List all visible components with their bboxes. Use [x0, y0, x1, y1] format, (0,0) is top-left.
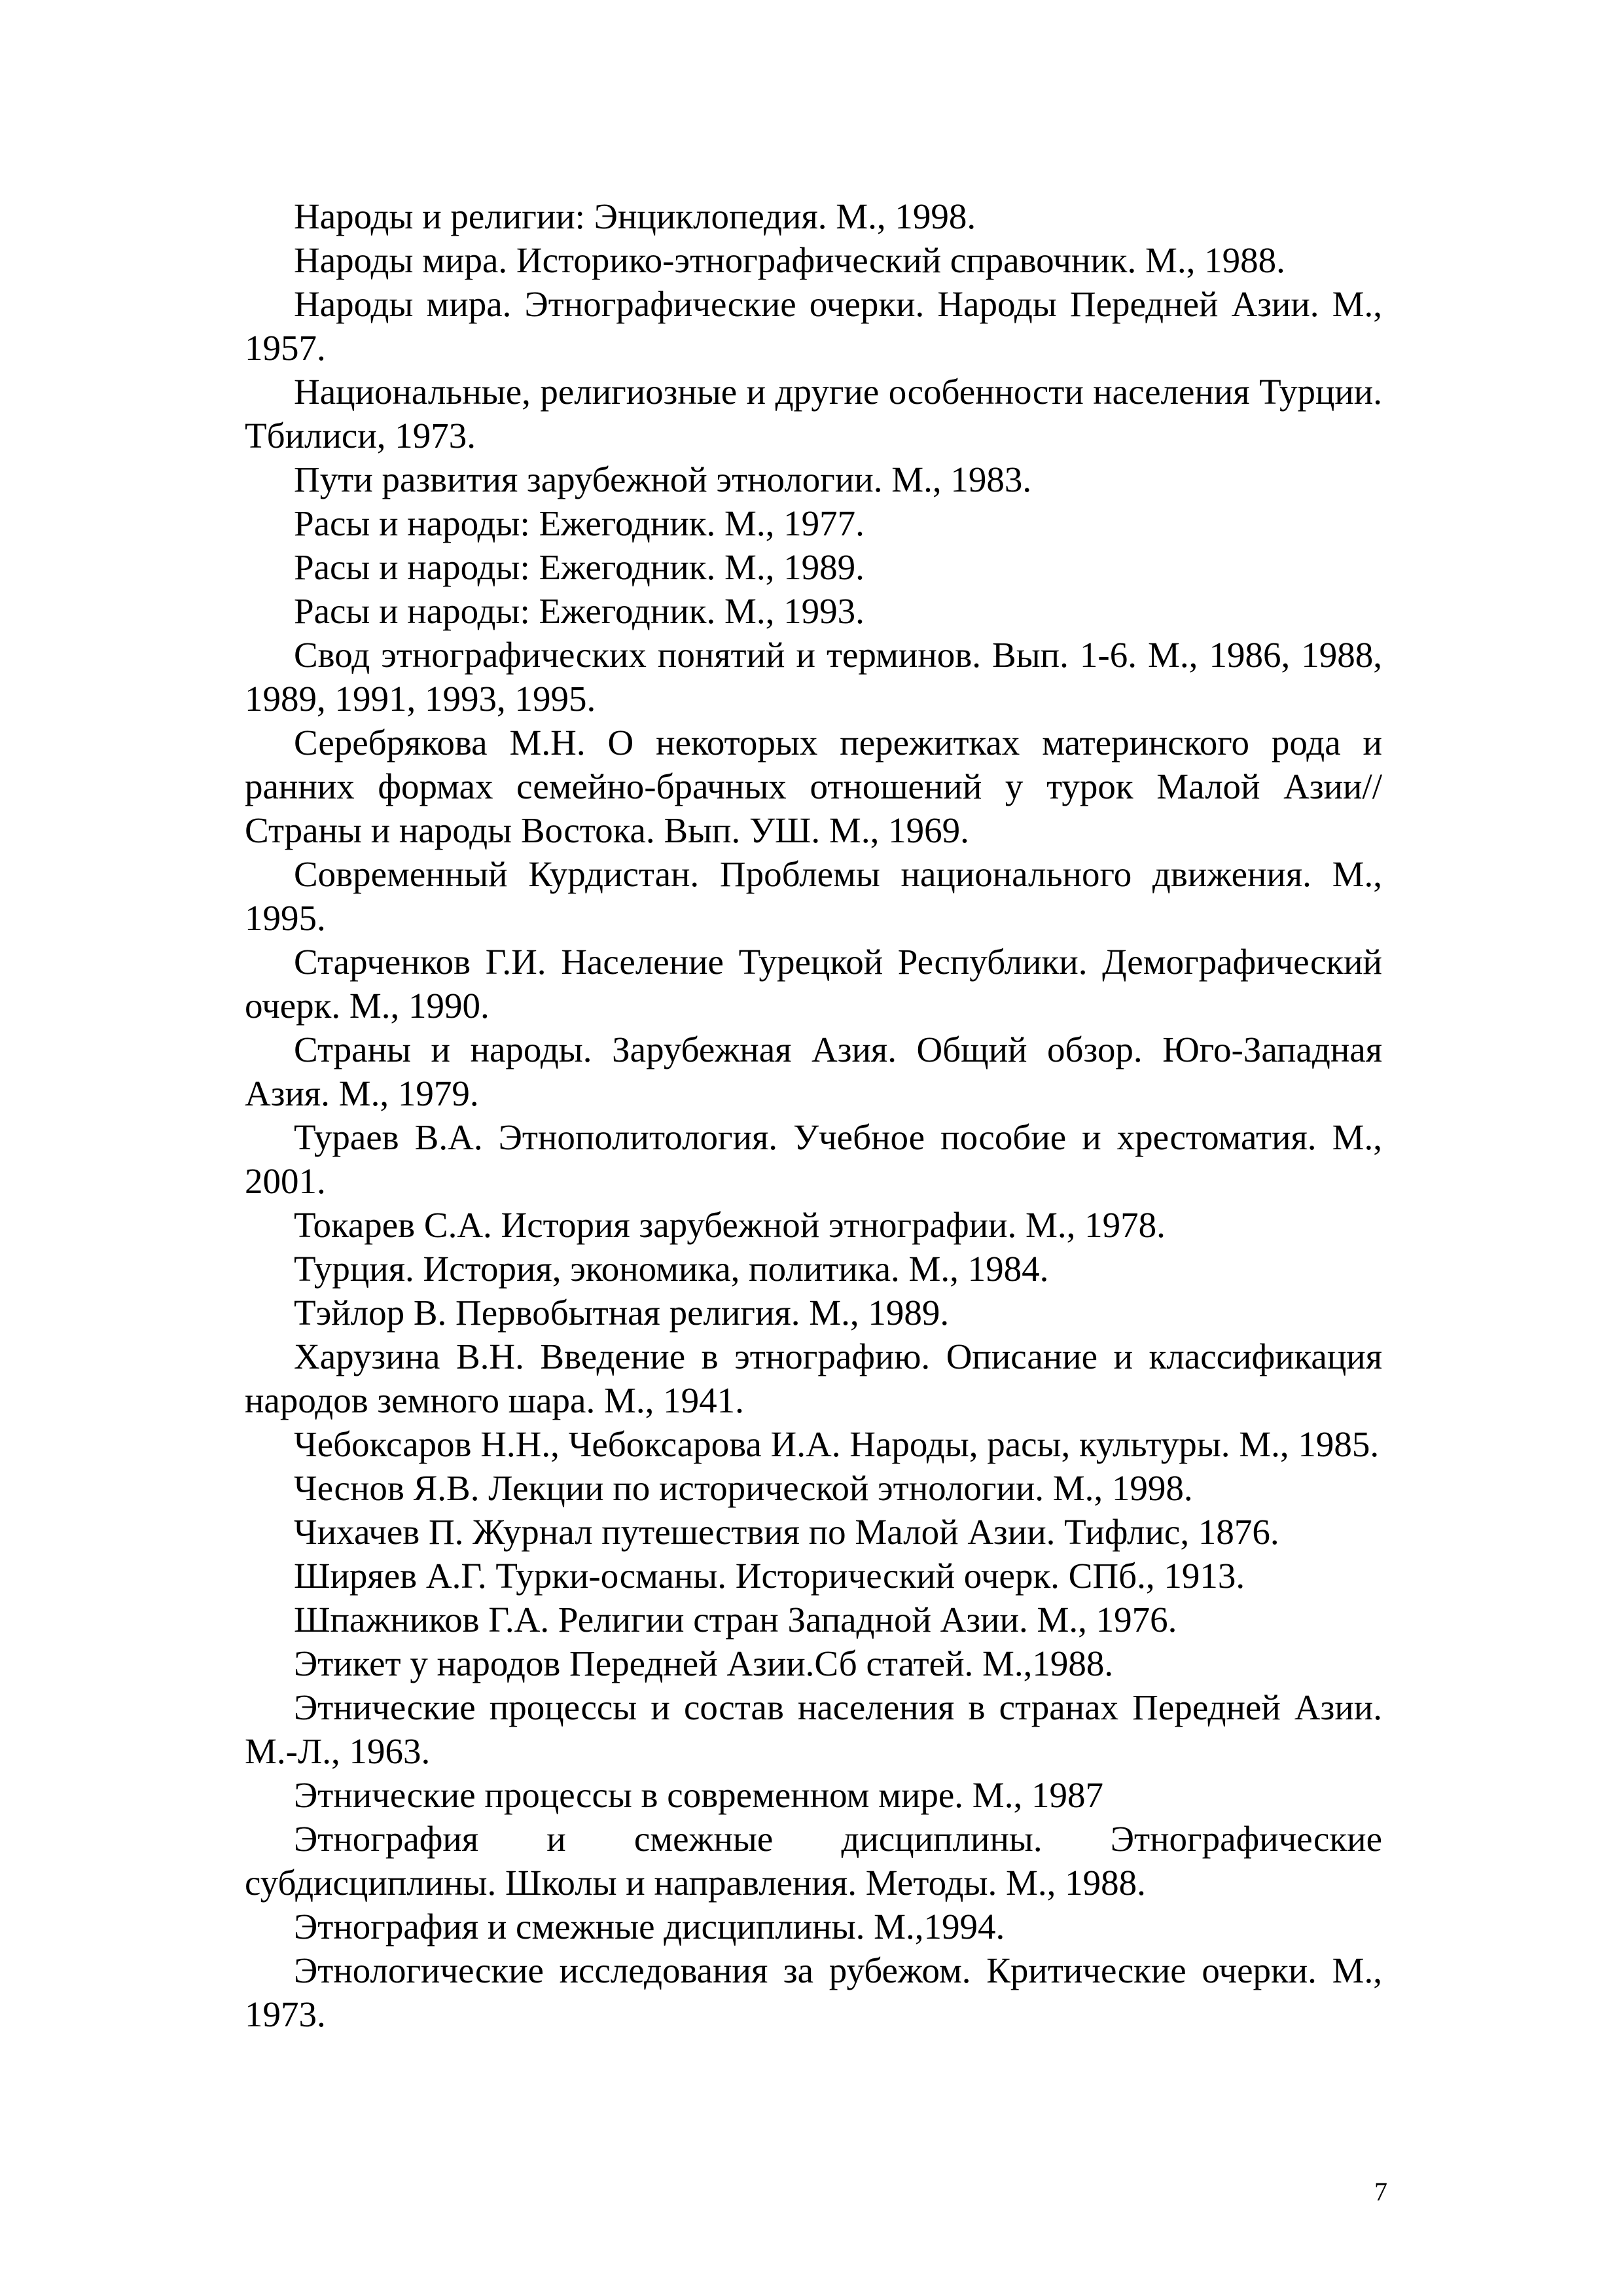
bibliography-entry: Шпажников Г.А. Религии стран Западной Азии. М., 1976.	[294, 1600, 1177, 1640]
bibliography-entry: Расы и народы: Ежегодник. М., 1977.	[294, 503, 865, 543]
bibliography-entry: Этнологические исследования за рубежом. Критические очерки. М., 1973.	[245, 1950, 1382, 2034]
bibliography-entry: Чихачев П. Журнал путешествия по Малой Азии. Тифлис, 1876.	[294, 1512, 1279, 1552]
bibliography-entry: Этнография и смежные дисциплины. Этнографические субдисциплины. Школы и направления. Методы. М., 1988.	[245, 1819, 1382, 1903]
bibliography-entry: Тэйлор В. Первобытная религия. М., 1989.	[294, 1293, 950, 1333]
bibliography-entry: Токарев С.А. История зарубежной этнографии. М., 1978.	[294, 1205, 1166, 1245]
bibliography-entry: Тураев В.А. Этнополитология. Учебное пособие и хрестоматия. М., 2001.	[245, 1117, 1382, 1201]
bibliography-entry: Расы и народы: Ежегодник. М., 1993.	[294, 591, 865, 631]
page-number: 7	[1374, 2177, 1387, 2206]
bibliography-entry: Этикет у народов Передней Азии.Сб статей. М.,1988.	[294, 1643, 1114, 1683]
bibliography-entry: Чебоксаров Н.Н., Чебоксарова И.А. Народы, расы, культуры. М., 1985.	[294, 1424, 1380, 1464]
bibliography-entry: Этнические процессы в современном мире. М., 1987	[294, 1775, 1103, 1815]
bibliography-entry: Ширяев А.Г. Турки-османы. Исторический очерк. СПб., 1913.	[294, 1556, 1245, 1596]
bibliography-entry: Этнография и смежные дисциплины. М.,1994.	[294, 1907, 1005, 1946]
bibliography-entry: Этнические процессы и состав населения в странах Передней Азии. М.-Л., 1963.	[245, 1687, 1382, 1771]
bibliography-entry: Пути развития зарубежной этнологии. М., 1983.	[294, 459, 1032, 499]
bibliography-entry: Старченков Г.И. Население Турецкой Республики. Демографический очерк. М., 1990.	[245, 942, 1382, 1026]
bibliography-entry: Чеснов Я.В. Лекции по исторической этнологии. М., 1998.	[294, 1468, 1193, 1508]
bibliography-entry: Национальные, религиозные и другие особенности населения Турции. Тбилиси, 1973.	[245, 372, 1382, 456]
bibliography-entry: Харузина В.Н. Введение в этнографию. Описание и классификация народов земного шара. М., 1941.	[245, 1336, 1382, 1420]
bibliography-list	[245, 194, 1382, 2036]
bibliography-entry: Народы мира. Историко-этнографический справочник. М., 1988.	[294, 240, 1285, 280]
bibliography-entry: Серебрякова М.Н. О некоторых пережитках материнского рода и ранних формах семейно-брачных отношений у турок Малой Азии//Страны и народы Востока. Вып. УШ. М., 1969.	[245, 723, 1382, 850]
bibliography-entry: Свод этнографических понятий и терминов. Вып. 1-6. М., 1986, 1988, 1989, 1991, 1993, 1995.	[245, 635, 1382, 719]
bibliography-entry: Народы мира. Этнографические очерки. Народы Передней Азии. М., 1957.	[245, 284, 1382, 368]
bibliography-entry: Расы и народы: Ежегодник. М., 1989.	[294, 547, 865, 587]
bibliography-entry: Народы и религии: Энциклопедия. М., 1998.	[294, 196, 976, 236]
bibliography-entry: Страны и народы. Зарубежная Азия. Общий обзор. Юго-Западная Азия. М., 1979.	[245, 1030, 1382, 1113]
bibliography-entry: Турция. История, экономика, политика. М., 1984.	[294, 1249, 1049, 1289]
bibliography-entry: Современный Курдистан. Проблемы национального движения. М., 1995.	[245, 854, 1382, 938]
